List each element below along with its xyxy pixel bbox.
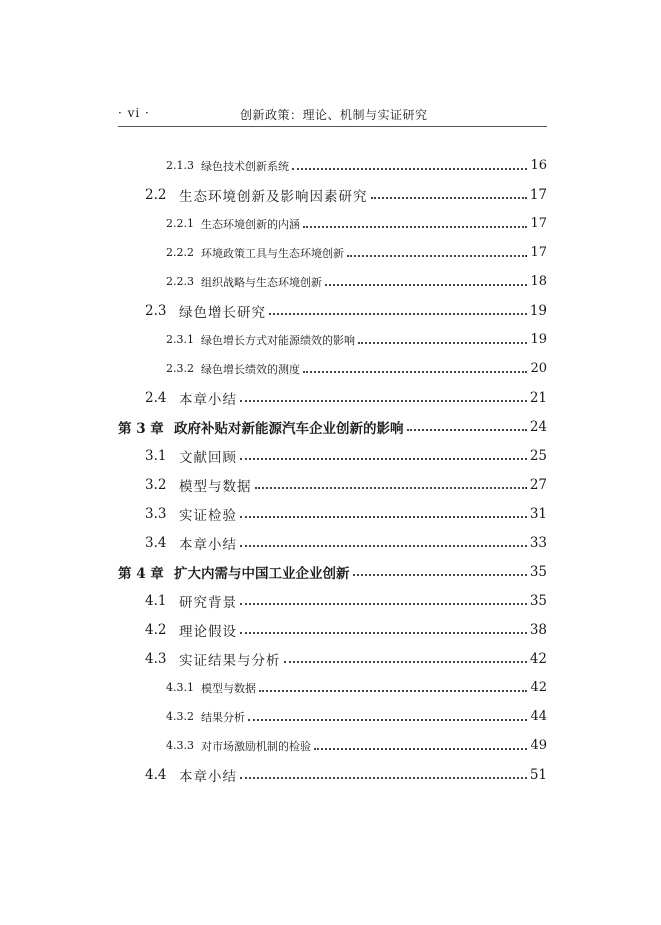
toc-entry-page: 17: [529, 186, 547, 203]
toc-entry-title: 扩大内需与中国工业企业创新: [174, 565, 350, 582]
toc-chapter-entry[interactable]: [118, 412, 547, 441]
dot-leader: [303, 371, 527, 373]
toc-entry[interactable]: [118, 586, 547, 615]
dot-leader: [255, 487, 527, 489]
toc-entry-number: 3.1: [145, 447, 167, 464]
toc-entry-title: 理论假设: [179, 623, 237, 640]
toc-entry-title: 组织战略与生态环境创新: [201, 275, 322, 289]
page-header: [118, 106, 547, 127]
toc-entry[interactable]: [118, 296, 547, 325]
toc-entry-page: 42: [530, 680, 547, 695]
toc-entry[interactable]: [118, 760, 547, 789]
dot-leader: [269, 313, 527, 315]
toc-entry-number: 2.2.3: [166, 275, 194, 288]
toc-entry-number: 2.2.1: [166, 217, 194, 230]
toc-entry-page: 31: [529, 505, 547, 522]
dot-leader: [314, 748, 527, 750]
dot-leader: [240, 545, 527, 547]
toc-entry-page: 27: [529, 476, 547, 493]
toc-entry-number: 第 3 章: [118, 420, 164, 437]
toc-entry-page: 38: [529, 621, 547, 638]
toc-entry[interactable]: [118, 180, 547, 209]
toc-entry-page: 16: [530, 158, 547, 173]
toc-entry-title: 本章小结: [179, 768, 237, 785]
toc-entry-title: 实证检验: [179, 507, 237, 524]
dot-leader: [303, 226, 527, 228]
toc-entry[interactable]: [118, 238, 547, 267]
toc-entry[interactable]: [118, 325, 547, 354]
dot-leader: [240, 603, 527, 605]
toc-entry-number: 2.3.2: [166, 362, 194, 375]
toc-entry-number: 2.2.2: [166, 246, 194, 259]
toc-entry-title: 本章小结: [179, 536, 237, 553]
toc-entry[interactable]: [118, 615, 547, 644]
toc-entry-number: 第 4 章: [118, 565, 164, 582]
toc-entry-number: 4.1: [145, 592, 167, 609]
dot-leader: [248, 719, 527, 721]
toc-entry-number: 2.2: [145, 186, 167, 203]
toc-entry-page: 33: [529, 534, 547, 551]
toc-entry-title: 生态环境创新及影响因素研究: [179, 188, 368, 205]
toc-entry-page: 17: [530, 216, 547, 231]
toc-entry-number: 4.3: [145, 650, 167, 667]
dot-leader: [240, 458, 527, 460]
page-number: · vi ·: [118, 106, 150, 120]
toc-entry[interactable]: [118, 267, 547, 296]
toc-entry-title: 对市场激励机制的检验: [201, 739, 311, 753]
toc-entry-page: 24: [529, 418, 547, 435]
toc-entry-title: 绿色增长研究: [179, 304, 266, 321]
toc-entry-number: 4.3.1: [166, 681, 194, 694]
toc-entry-title: 模型与数据: [179, 478, 252, 495]
running-title: 创新政策：理论、机制与实证研究: [240, 108, 428, 122]
dot-leader: [240, 777, 527, 779]
dot-leader: [358, 342, 527, 344]
toc-entry[interactable]: [118, 731, 547, 760]
dot-leader: [292, 168, 527, 170]
toc-entry-page: 49: [530, 738, 547, 753]
toc-entry-page: 20: [530, 361, 547, 376]
toc-entry-title: 政府补贴对新能源汽车企业创新的影响: [174, 420, 404, 437]
toc-entry-number: 3.2: [145, 476, 167, 493]
toc-entry-title: 结果分析: [201, 710, 245, 724]
dot-leader: [353, 574, 527, 576]
toc-entry-title: 绿色增长方式对能源绩效的影响: [201, 333, 355, 347]
toc-entry[interactable]: [118, 702, 547, 731]
toc-entry-number: 2.3: [145, 302, 167, 319]
toc-entry-title: 绿色技术创新系统: [201, 159, 289, 173]
toc-entry[interactable]: [118, 151, 547, 180]
toc-entry-page: 42: [529, 650, 547, 667]
toc-entry-page: 19: [529, 302, 547, 319]
dot-leader: [407, 429, 527, 431]
toc-entry-page: 18: [530, 274, 547, 289]
toc-entry-number: 2.1.3: [166, 159, 194, 172]
toc-entry-number: 2.3.1: [166, 333, 194, 346]
toc-entry-page: 25: [529, 447, 547, 464]
toc-entry-title: 模型与数据: [201, 681, 256, 695]
dot-leader: [240, 516, 527, 518]
toc-entry[interactable]: [118, 499, 547, 528]
toc-entry-number: 4.3.3: [166, 739, 194, 752]
toc-entry-page: 19: [530, 332, 547, 347]
toc-entry-title: 文献回顾: [179, 449, 237, 466]
dot-leader: [240, 400, 527, 402]
toc-entry-page: 17: [530, 245, 547, 260]
toc-entry[interactable]: [118, 528, 547, 557]
toc-chapter-entry[interactable]: [118, 557, 547, 586]
toc-entry-title: 生态环境创新的内涵: [201, 217, 300, 231]
toc-entry-title: 绿色增长绩效的测度: [201, 362, 300, 376]
toc-entry-number: 4.3.2: [166, 710, 194, 723]
toc-entry-number: 3.4: [145, 534, 167, 551]
toc-entry[interactable]: [118, 441, 547, 470]
toc-entry-title: 研究背景: [179, 594, 237, 611]
toc-entry-page: 44: [530, 709, 547, 724]
toc-entry-number: 3.3: [145, 505, 167, 522]
toc-entry[interactable]: [118, 209, 547, 238]
dot-leader: [284, 661, 527, 663]
toc-entry-number: 4.2: [145, 621, 167, 638]
toc-entry-title: 本章小结: [179, 391, 237, 408]
toc-entry[interactable]: [118, 354, 547, 383]
toc-entry-title: 实证结果与分析: [179, 652, 281, 669]
toc-entry-title: 环境政策工具与生态环境创新: [201, 246, 344, 260]
toc-entry-number: 2.4: [145, 389, 167, 406]
toc-entry-page: 51: [529, 766, 547, 783]
toc-entry-number: 4.4: [145, 766, 167, 783]
toc-entry[interactable]: [118, 644, 547, 673]
toc-entry[interactable]: [118, 383, 547, 412]
dot-leader: [347, 255, 527, 257]
toc-entry[interactable]: [118, 470, 547, 499]
toc-entry-page: 35: [529, 563, 547, 580]
toc-entry-page: 35: [529, 592, 547, 609]
toc-entry[interactable]: [118, 673, 547, 702]
dot-leader: [240, 632, 527, 634]
table-of-contents: [118, 151, 547, 789]
toc-entry-page: 21: [529, 389, 547, 406]
dot-leader: [371, 197, 527, 199]
dot-leader: [325, 284, 527, 286]
dot-leader: [259, 690, 527, 692]
